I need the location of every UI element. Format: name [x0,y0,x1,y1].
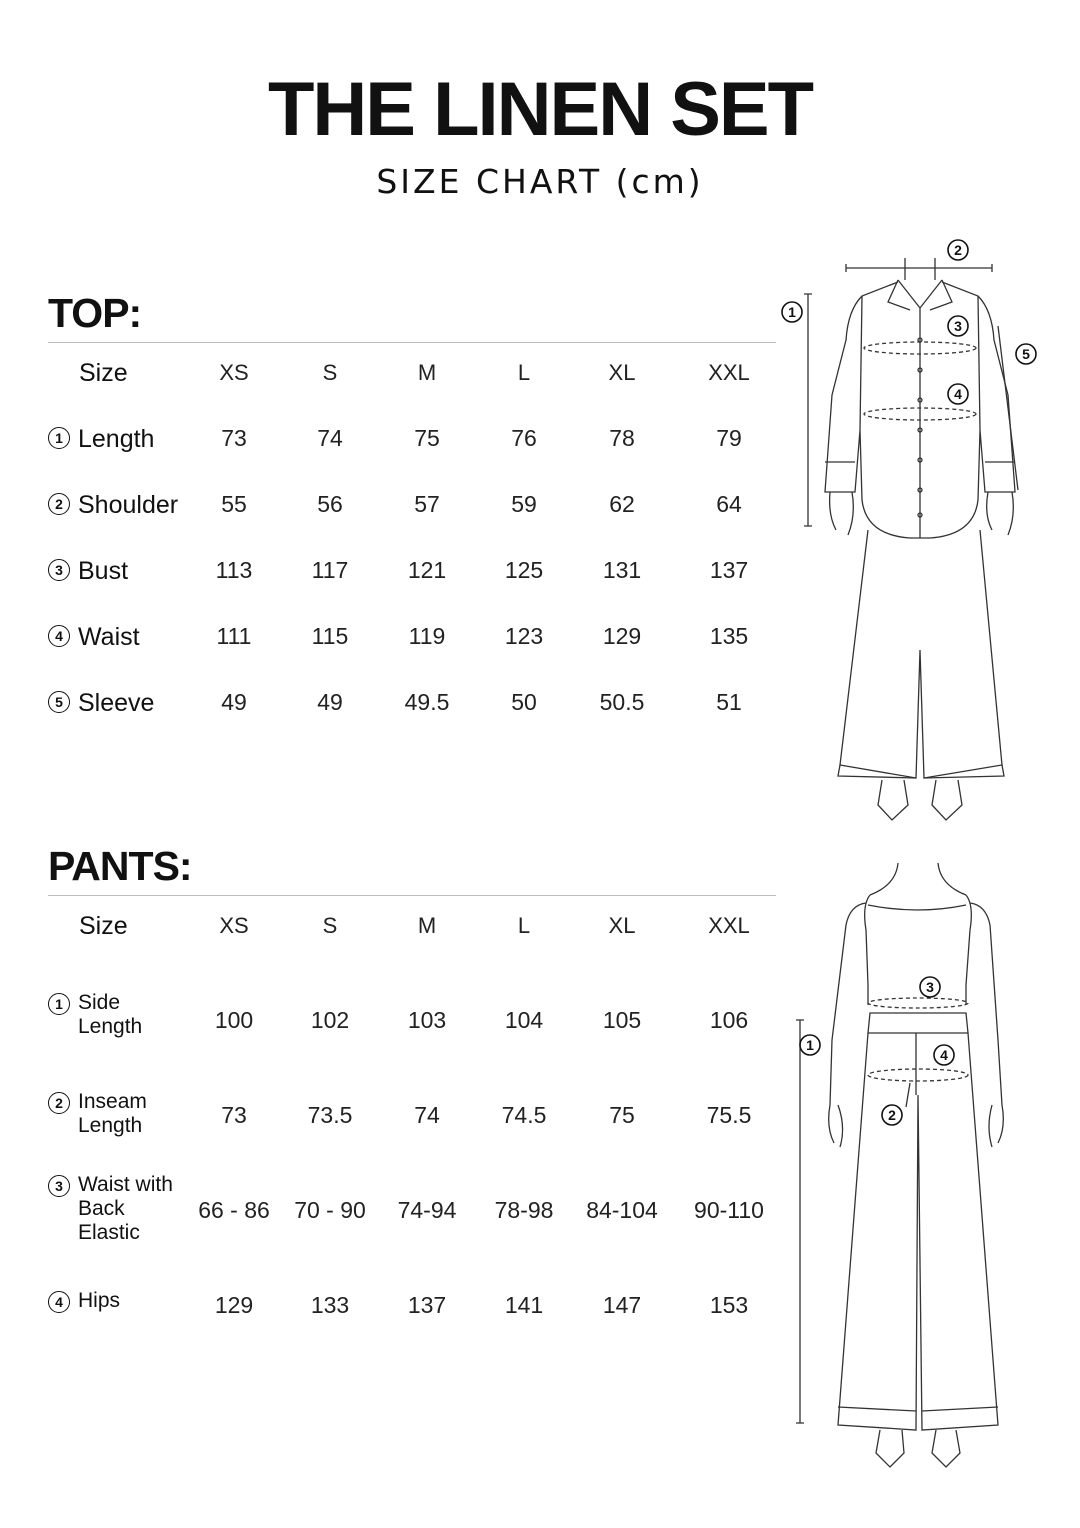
top-row-label [48,425,154,453]
top-cell-xl: 78 [609,425,635,451]
top-cell-m: 49.5 [404,689,450,715]
pants-row-label [48,1289,120,1313]
top-row-label-text: Waist [78,623,140,651]
pants-cell-s: 70 - 90 [294,1197,366,1223]
pants-divider [48,895,776,896]
pants-size-header-l: L [517,913,531,938]
top-cell-m: 121 [407,557,447,583]
pants-cell-xxl: 75.5 [706,1102,752,1128]
top-cell-xxl: 51 [716,689,742,715]
top-row-marker: 4 [48,625,70,647]
top-row-label [48,491,178,519]
top-cell-s: 117 [311,557,349,583]
top-cell-xl: 129 [602,623,642,649]
top-section-title: TOP: [48,290,142,336]
pants-row-marker: 4 [48,1291,70,1313]
pants-cell-xxl: 90-110 [694,1197,764,1223]
top-row-marker: 5 [48,691,70,713]
top-cell-xxl: 135 [709,623,749,649]
top-size-header-m: M [417,360,437,385]
pants-cell-xl: 147 [602,1292,642,1318]
top-marker-1: 1 [788,304,796,320]
top-row-marker: 2 [48,493,70,515]
pants-marker-1: 1 [806,1037,814,1053]
pants-row-label-text: Hips [78,1289,121,1312]
top-size-header-l: L [517,360,531,385]
top-cell-xxl: 79 [716,425,742,451]
pants-size-header-label: Size [79,912,128,940]
top-cell-s: 56 [317,491,343,517]
pants-cell-xl: 105 [602,1007,642,1033]
pants-cell-xxl: 106 [709,1007,749,1033]
top-cell-l: 59 [511,491,537,517]
pants-section-title: PANTS: [48,843,192,889]
top-cell-xxl: 137 [709,557,749,583]
top-cell-xs: 73 [221,425,247,451]
pants-cell-s: 133 [310,1292,350,1318]
pants-size-header-xs: XS [219,913,249,938]
pants-size-header-s: S [322,913,338,938]
pants-row-marker: 3 [48,1175,70,1197]
pants-cell-l: 78-98 [494,1197,554,1223]
pants-size-header-m: M [417,913,437,938]
pants-cell-l: 104 [504,1007,544,1033]
top-marker-3: 3 [954,318,962,334]
pants-cell-l: 141 [504,1292,544,1318]
pants-row-label-text: Side Length [78,991,143,1038]
top-row-label-text: Length [78,425,155,453]
pants-cell-m: 74 [414,1102,440,1128]
pants-marker-2: 2 [888,1107,896,1123]
top-row-label [48,623,140,651]
pants-row-label [48,991,142,1039]
top-cell-xl: 62 [609,491,635,517]
top-cell-xs: 49 [221,689,247,715]
pants-cell-m: 137 [407,1292,447,1318]
top-row-label [48,557,128,585]
pants-cell-s: 73.5 [307,1102,353,1128]
top-cell-l: 123 [504,623,544,649]
top-cell-s: 49 [317,689,343,715]
pants-size-header-xl: XL [608,913,636,938]
pants-row-label [48,1090,147,1138]
pants-row-marker: 1 [48,993,70,1015]
top-cell-s: 74 [317,425,343,451]
top-size-header-xs: XS [219,360,249,385]
pants-cell-xs: 66 - 86 [198,1197,270,1223]
top-cell-m: 119 [408,623,446,649]
pants-row-label-text: Inseam Length [78,1090,147,1137]
top-size-header-label: Size [79,359,128,387]
top-marker-5: 5 [1022,346,1030,362]
top-cell-s: 115 [311,623,349,649]
pants-size-header-xxl: XXL [708,913,750,938]
page-subtitle: SIZE CHART (cm) [376,162,704,201]
top-divider [48,342,776,343]
pants-cell-xs: 100 [214,1007,254,1033]
pants-cell-s: 102 [310,1007,350,1033]
top-figure-illustration [770,230,1060,830]
pants-figure-illustration [770,855,1060,1480]
pants-row-label [48,1173,173,1245]
pants-cell-xxl: 153 [709,1292,749,1318]
pants-cell-xl: 84-104 [586,1197,658,1223]
top-cell-xs: 55 [221,491,247,517]
top-marker-4: 4 [954,386,962,402]
pants-cell-xl: 75 [609,1102,635,1128]
top-size-header-xxl: XXL [708,360,750,385]
top-cell-xl: 131 [602,557,642,583]
top-row-marker: 1 [48,427,70,449]
top-cell-xs: 113 [215,557,253,583]
pants-row-marker: 2 [48,1092,70,1114]
pants-marker-4: 4 [940,1047,948,1063]
top-row-label-text: Sleeve [78,689,155,717]
top-row-label-text: Bust [78,557,129,585]
top-marker-2: 2 [954,242,962,258]
top-cell-xs: 111 [216,623,252,649]
top-row-label [48,689,154,717]
top-cell-m: 75 [414,425,440,451]
top-size-header-xl: XL [608,360,636,385]
top-cell-l: 125 [504,557,544,583]
top-cell-xxl: 64 [716,491,742,517]
top-cell-l: 50 [511,689,537,715]
pants-cell-xs: 73 [221,1102,247,1128]
top-cell-l: 76 [511,425,537,451]
page-title: THE LINEN SET [267,67,813,152]
pants-cell-xs: 129 [214,1292,254,1318]
top-row-marker: 3 [48,559,70,581]
pants-cell-l: 74.5 [501,1102,547,1128]
pants-marker-3: 3 [926,979,934,995]
top-size-header-s: S [322,360,338,385]
pants-row-label-text: Waist with Back Elastic [78,1173,173,1244]
pants-cell-m: 74-94 [397,1197,457,1223]
top-cell-m: 57 [414,491,440,517]
top-cell-xl: 50.5 [599,689,645,715]
pants-cell-m: 103 [407,1007,447,1033]
top-row-label-text: Shoulder [78,491,179,519]
